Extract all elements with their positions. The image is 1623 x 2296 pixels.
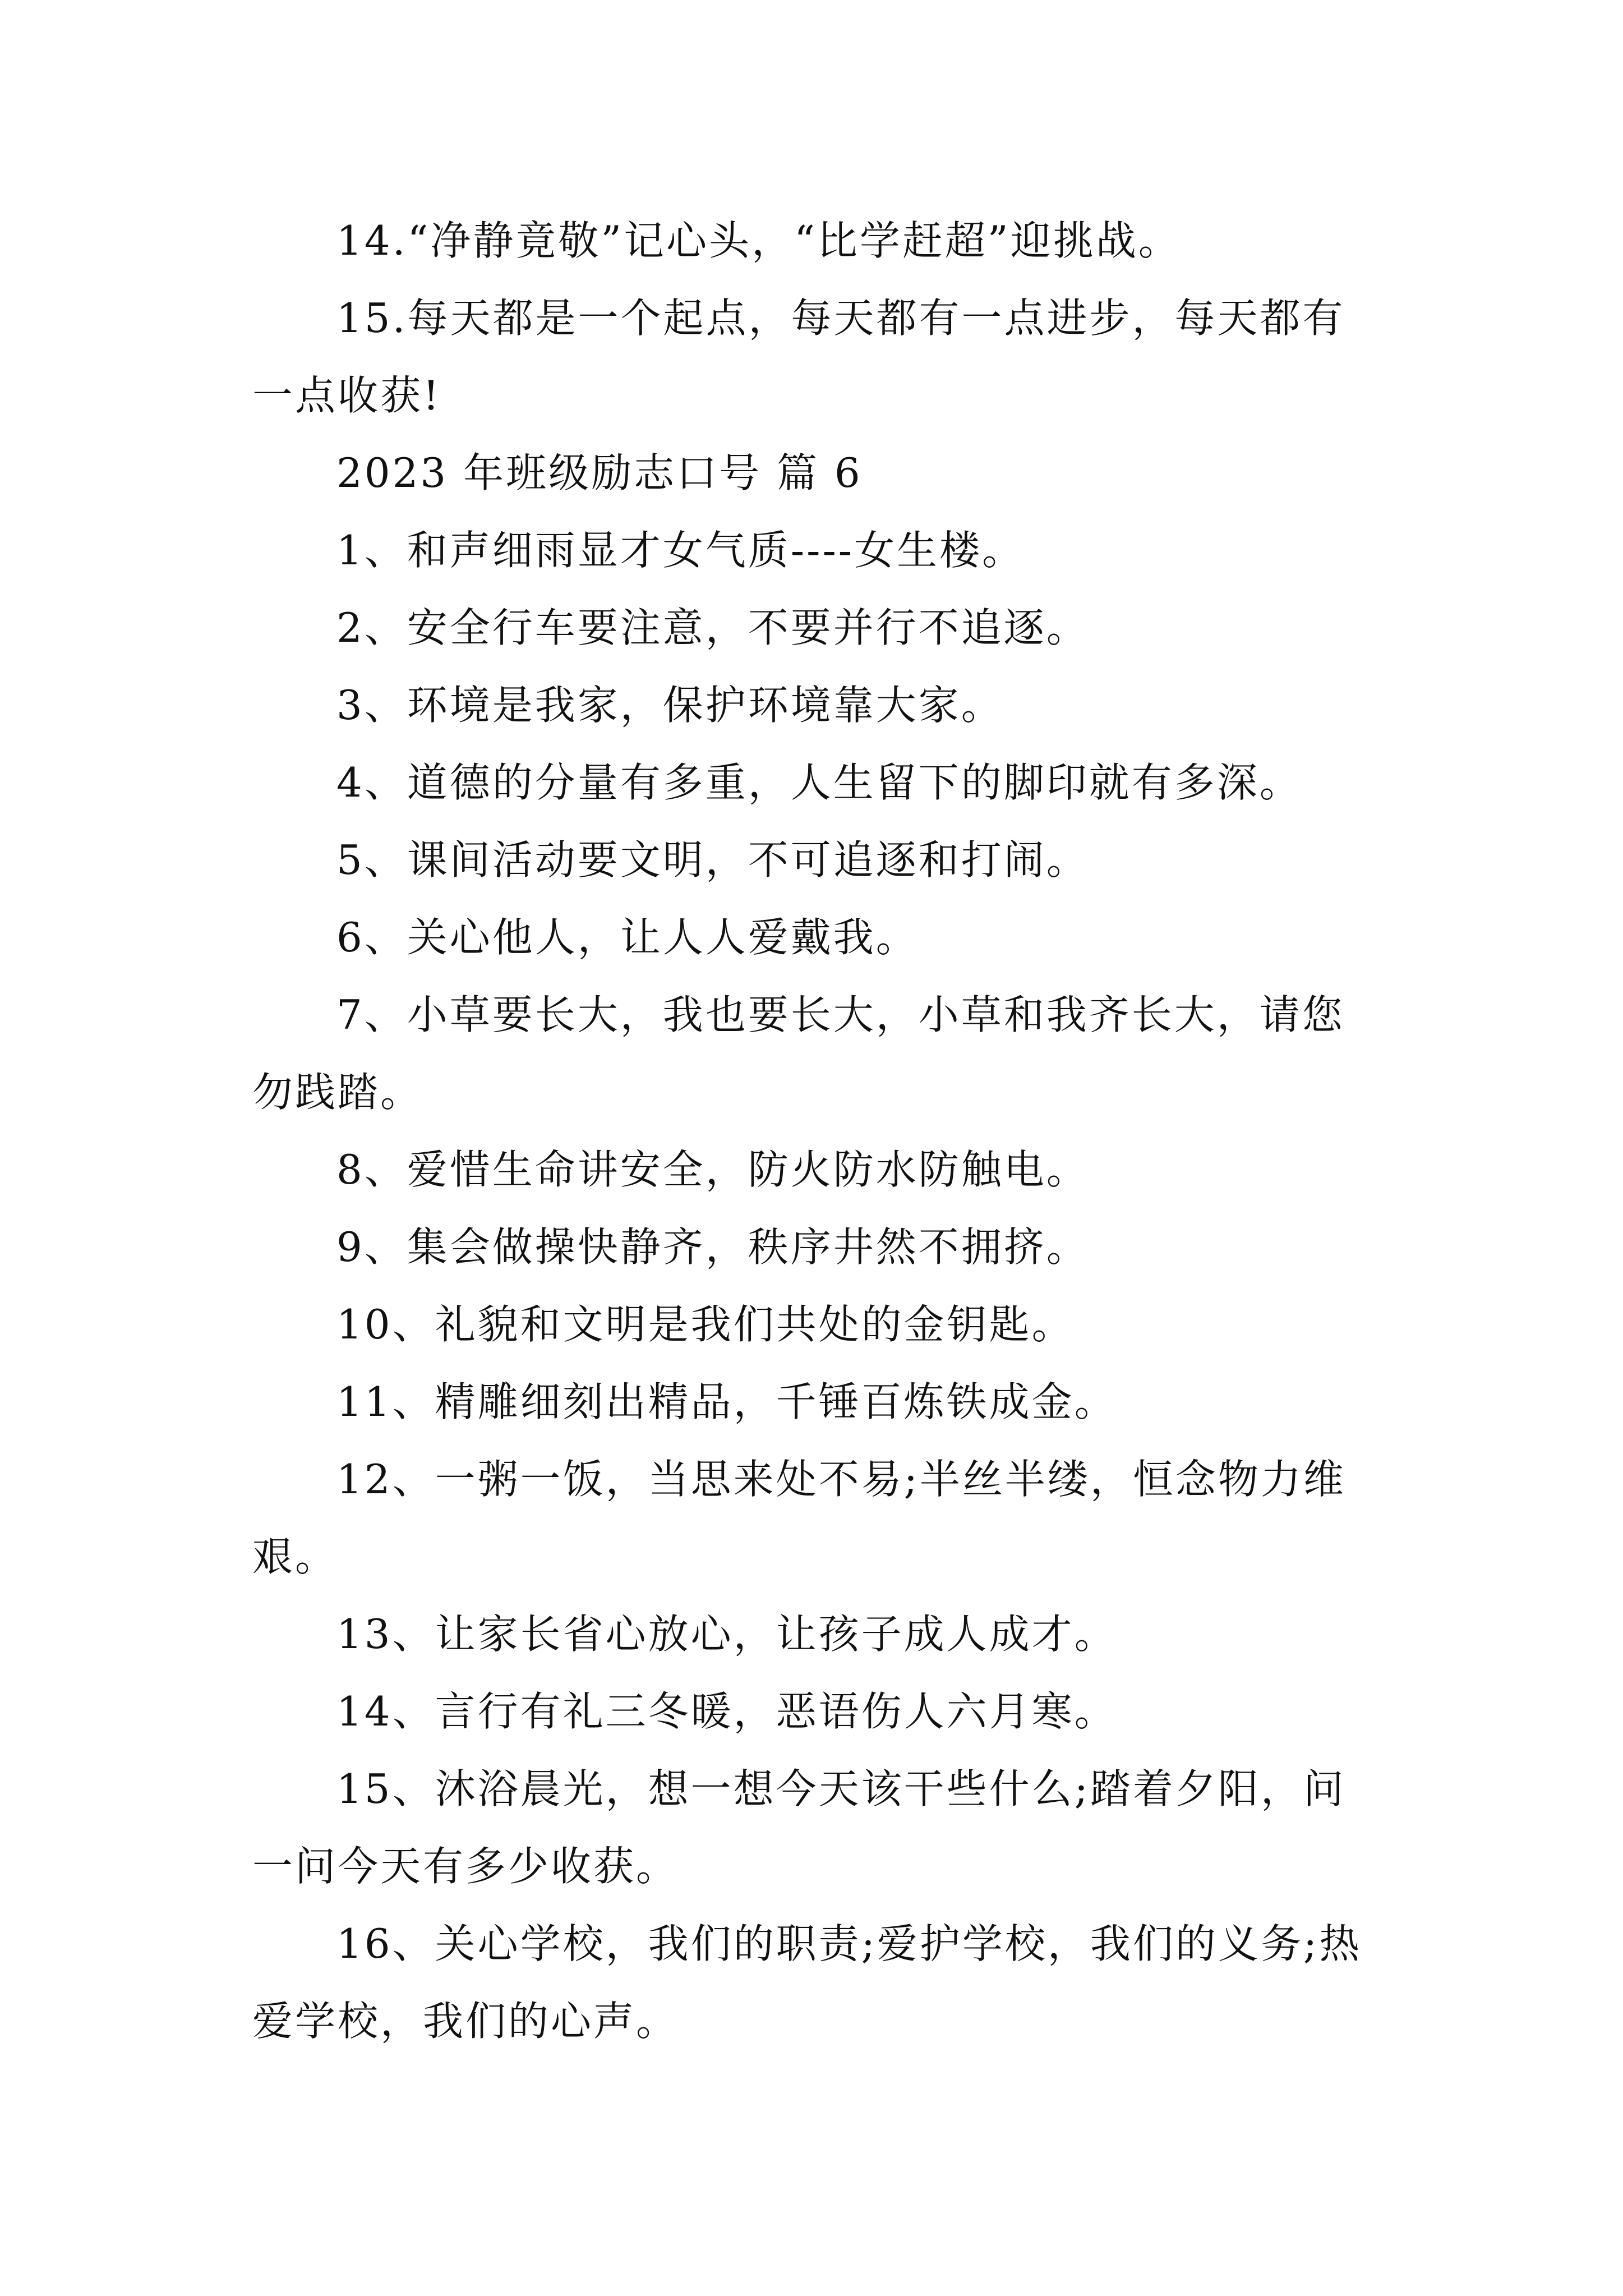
slogan-10: 10、礼貌和文明是我们共处的金钥匙。 — [336, 1301, 1075, 1348]
slogan-2: 2、安全行车要注意，不要并行不追逐。 — [336, 604, 1089, 651]
slogan-6: 6、关心他人，让人人爱戴我。 — [336, 914, 919, 961]
slogan-9: 9、集会做操快静齐，秩序井然不拥挤。 — [336, 1223, 1089, 1271]
slogan-15: 15、沐浴晨光，想一想今天该干些什么;踏着夕阳，问一问今天有多少收获。 — [252, 1765, 1346, 1890]
slogan-1: 1、和声细雨显才女气质----女生楼。 — [336, 527, 1025, 574]
slogan-5: 5、课间活动要文明，不可追逐和打闹。 — [336, 836, 1089, 884]
slogan-12: 12、一粥一饭，当思来处不易;半丝半缕，恒念物力维艰。 — [252, 1456, 1346, 1580]
paragraph-14-dot: 14.“净静竟敬”记心头，“比学赶超”迎挑战。 — [336, 217, 1181, 264]
slogan-11: 11、精雕细刻出精品，千锤百炼铁成金。 — [336, 1378, 1117, 1425]
slogan-14: 14、言行有礼三冬暖，恶语伤人六月寒。 — [336, 1688, 1117, 1735]
slogan-7: 7、小草要长大，我也要长大，小草和我齐长大，请您勿践踏。 — [252, 991, 1345, 1116]
slogan-16: 16、关心学校，我们的职责;爱护学校，我们的义务;热爱学校，我们的心声。 — [252, 1920, 1362, 2045]
section-heading: 2023 年班级励志口号 篇 6 — [336, 449, 863, 496]
slogan-3: 3、环境是我家，保护环境靠大家。 — [336, 682, 1004, 729]
paragraph-15-dot: 15.每天都是一个起点，每天都有一点进步，每天都有一点收获! — [252, 295, 1345, 419]
slogan-4: 4、道德的分量有多重，人生留下的脚印就有多深。 — [336, 759, 1302, 806]
slogan-13: 13、让家长省心放心，让孩子成人成才。 — [336, 1611, 1117, 1658]
slogan-8: 8、爱惜生命讲安全，防火防水防触电。 — [336, 1146, 1089, 1193]
